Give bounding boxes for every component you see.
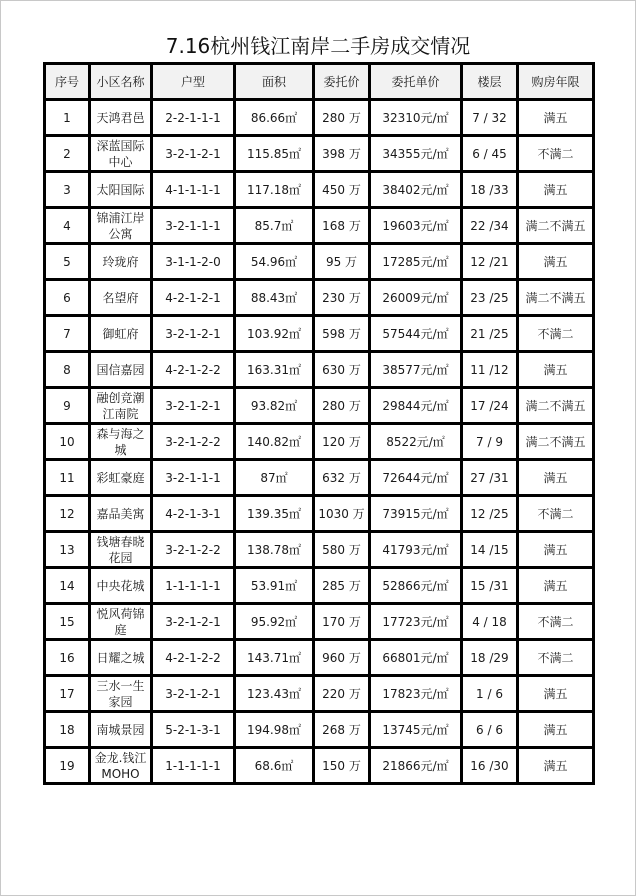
cell-floor: 18 /33 (462, 172, 518, 208)
cell-price: 630 万 (314, 352, 370, 388)
cell-years: 不满二 (518, 136, 594, 172)
cell-years: 满二不满五 (518, 208, 594, 244)
transactions-table (43, 62, 595, 785)
table-row (45, 568, 594, 604)
table-row (45, 712, 594, 748)
cell-layout: 3-2-1-2-1 (152, 676, 235, 712)
cell-name: 森与海之城 (90, 424, 152, 460)
table-row (45, 388, 594, 424)
header-floor: 楼层 (462, 64, 518, 100)
cell-years: 满二不满五 (518, 388, 594, 424)
cell-price: 170 万 (314, 604, 370, 640)
cell-unit-price: 17723元/㎡ (370, 604, 462, 640)
cell-name: 南城景园 (90, 712, 152, 748)
cell-unit-price: 41793元/㎡ (370, 532, 462, 568)
cell-unit-price: 13745元/㎡ (370, 712, 462, 748)
cell-years: 不满二 (518, 316, 594, 352)
cell-area: 117.18㎡ (235, 172, 314, 208)
cell-unit-price: 66801元/㎡ (370, 640, 462, 676)
cell-price: 150 万 (314, 748, 370, 784)
cell-years: 满五 (518, 460, 594, 496)
cell-layout: 3-2-1-2-2 (152, 424, 235, 460)
cell-no: 5 (45, 244, 90, 280)
cell-floor: 15 /31 (462, 568, 518, 604)
cell-name: 融创竞潮江南院 (90, 388, 152, 424)
cell-name: 锦浦江岸公寓 (90, 208, 152, 244)
cell-layout: 4-2-1-2-2 (152, 352, 235, 388)
cell-floor: 6 / 45 (462, 136, 518, 172)
cell-floor: 7 / 32 (462, 100, 518, 136)
cell-no: 15 (45, 604, 90, 640)
cell-name: 金龙.钱江MOHO (90, 748, 152, 784)
cell-years: 满五 (518, 244, 594, 280)
cell-price: 230 万 (314, 280, 370, 316)
cell-floor: 7 / 9 (462, 424, 518, 460)
cell-name: 嘉品美寓 (90, 496, 152, 532)
cell-layout: 3-2-1-2-1 (152, 388, 235, 424)
cell-price: 285 万 (314, 568, 370, 604)
cell-name: 名望府 (90, 280, 152, 316)
cell-no: 12 (45, 496, 90, 532)
cell-price: 95 万 (314, 244, 370, 280)
cell-area: 115.85㎡ (235, 136, 314, 172)
header-years: 购房年限 (518, 64, 594, 100)
cell-unit-price: 34355元/㎡ (370, 136, 462, 172)
cell-price: 580 万 (314, 532, 370, 568)
cell-price: 220 万 (314, 676, 370, 712)
cell-floor: 4 / 18 (462, 604, 518, 640)
cell-layout: 3-2-1-1-1 (152, 208, 235, 244)
cell-unit-price: 32310元/㎡ (370, 100, 462, 136)
cell-area: 143.71㎡ (235, 640, 314, 676)
cell-layout: 2-2-1-1-1 (152, 100, 235, 136)
cell-years: 满二不满五 (518, 280, 594, 316)
header-name: 小区名称 (90, 64, 152, 100)
cell-name: 太阳国际 (90, 172, 152, 208)
cell-years: 满五 (518, 172, 594, 208)
cell-price: 450 万 (314, 172, 370, 208)
table-row (45, 352, 594, 388)
cell-price: 960 万 (314, 640, 370, 676)
cell-years: 不满二 (518, 496, 594, 532)
cell-unit-price: 57544元/㎡ (370, 316, 462, 352)
cell-floor: 12 /25 (462, 496, 518, 532)
table-row (45, 172, 594, 208)
cell-unit-price: 19603元/㎡ (370, 208, 462, 244)
cell-no: 11 (45, 460, 90, 496)
cell-unit-price: 72644元/㎡ (370, 460, 462, 496)
cell-layout: 1-1-1-1-1 (152, 748, 235, 784)
cell-years: 不满二 (518, 604, 594, 640)
cell-name: 钱塘春晓花园 (90, 532, 152, 568)
cell-floor: 11 /12 (462, 352, 518, 388)
cell-unit-price: 26009元/㎡ (370, 280, 462, 316)
table-row (45, 244, 594, 280)
page-title: 7.16杭州钱江南岸二手房成交情况 (165, 34, 471, 58)
cell-unit-price: 17285元/㎡ (370, 244, 462, 280)
cell-layout: 3-2-1-2-2 (152, 532, 235, 568)
header-unit-price: 委托单价 (370, 64, 462, 100)
cell-name: 御虹府 (90, 316, 152, 352)
cell-no: 13 (45, 532, 90, 568)
cell-area: 103.92㎡ (235, 316, 314, 352)
table-row (45, 424, 594, 460)
cell-layout: 3-2-1-2-1 (152, 604, 235, 640)
cell-floor: 22 /34 (462, 208, 518, 244)
cell-area: 194.98㎡ (235, 712, 314, 748)
cell-no: 3 (45, 172, 90, 208)
table-body (45, 100, 594, 784)
cell-name: 日耀之城 (90, 640, 152, 676)
cell-name: 玲珑府 (90, 244, 152, 280)
cell-floor: 14 /15 (462, 532, 518, 568)
cell-name: 中央花城 (90, 568, 152, 604)
cell-unit-price: 8522元/㎡ (370, 424, 462, 460)
cell-price: 632 万 (314, 460, 370, 496)
cell-unit-price: 38402元/㎡ (370, 172, 462, 208)
cell-layout: 3-2-1-2-1 (152, 316, 235, 352)
cell-name: 彩虹豪庭 (90, 460, 152, 496)
cell-name: 天鸿君邑 (90, 100, 152, 136)
cell-floor: 17 /24 (462, 388, 518, 424)
table-row (45, 100, 594, 136)
cell-area: 163.31㎡ (235, 352, 314, 388)
cell-no: 1 (45, 100, 90, 136)
table-row (45, 136, 594, 172)
cell-unit-price: 21866元/㎡ (370, 748, 462, 784)
cell-price: 280 万 (314, 100, 370, 136)
cell-years: 满五 (518, 748, 594, 784)
cell-layout: 5-2-1-3-1 (152, 712, 235, 748)
cell-unit-price: 52866元/㎡ (370, 568, 462, 604)
cell-unit-price: 29844元/㎡ (370, 388, 462, 424)
cell-area: 123.43㎡ (235, 676, 314, 712)
cell-no: 2 (45, 136, 90, 172)
table-row (45, 496, 594, 532)
cell-layout: 4-2-1-2-1 (152, 280, 235, 316)
header-row (45, 64, 594, 100)
cell-floor: 21 /25 (462, 316, 518, 352)
cell-area: 86.66㎡ (235, 100, 314, 136)
cell-floor: 1 / 6 (462, 676, 518, 712)
table-row (45, 604, 594, 640)
table-row (45, 316, 594, 352)
cell-layout: 4-2-1-3-1 (152, 496, 235, 532)
cell-years: 满五 (518, 676, 594, 712)
cell-area: 54.96㎡ (235, 244, 314, 280)
cell-layout: 3-2-1-2-1 (152, 136, 235, 172)
cell-years: 满五 (518, 352, 594, 388)
header-no: 序号 (45, 64, 90, 100)
cell-area: 138.78㎡ (235, 532, 314, 568)
table-row (45, 280, 594, 316)
cell-name: 深蓝国际中心 (90, 136, 152, 172)
cell-years: 满五 (518, 712, 594, 748)
table-row (45, 640, 594, 676)
cell-no: 8 (45, 352, 90, 388)
cell-price: 168 万 (314, 208, 370, 244)
cell-unit-price: 38577元/㎡ (370, 352, 462, 388)
cell-no: 14 (45, 568, 90, 604)
cell-no: 10 (45, 424, 90, 460)
cell-layout: 3-2-1-1-1 (152, 460, 235, 496)
cell-years: 满五 (518, 568, 594, 604)
table-row (45, 676, 594, 712)
cell-price: 280 万 (314, 388, 370, 424)
cell-unit-price: 73915元/㎡ (370, 496, 462, 532)
cell-area: 53.91㎡ (235, 568, 314, 604)
header-layout: 户型 (152, 64, 235, 100)
cell-area: 95.92㎡ (235, 604, 314, 640)
cell-price: 398 万 (314, 136, 370, 172)
cell-area: 88.43㎡ (235, 280, 314, 316)
cell-area: 85.7㎡ (235, 208, 314, 244)
table-row (45, 532, 594, 568)
cell-layout: 4-2-1-2-2 (152, 640, 235, 676)
cell-area: 140.82㎡ (235, 424, 314, 460)
cell-floor: 27 /31 (462, 460, 518, 496)
cell-no: 9 (45, 388, 90, 424)
cell-name: 悦风荷锦庭 (90, 604, 152, 640)
cell-layout: 3-1-1-2-0 (152, 244, 235, 280)
cell-area: 68.6㎡ (235, 748, 314, 784)
cell-price: 598 万 (314, 316, 370, 352)
cell-name: 国信嘉园 (90, 352, 152, 388)
cell-floor: 16 /30 (462, 748, 518, 784)
cell-layout: 4-1-1-1-1 (152, 172, 235, 208)
cell-area: 93.82㎡ (235, 388, 314, 424)
cell-no: 16 (45, 640, 90, 676)
table-row (45, 460, 594, 496)
cell-price: 1030 万 (314, 496, 370, 532)
cell-unit-price: 17823元/㎡ (370, 676, 462, 712)
cell-floor: 12 /21 (462, 244, 518, 280)
cell-no: 7 (45, 316, 90, 352)
table-row (45, 748, 594, 784)
cell-area: 87㎡ (235, 460, 314, 496)
cell-name: 三水一生家园 (90, 676, 152, 712)
cell-floor: 6 / 6 (462, 712, 518, 748)
cell-price: 120 万 (314, 424, 370, 460)
cell-years: 不满二 (518, 640, 594, 676)
cell-layout: 1-1-1-1-1 (152, 568, 235, 604)
cell-years: 满五 (518, 532, 594, 568)
cell-floor: 23 /25 (462, 280, 518, 316)
cell-no: 6 (45, 280, 90, 316)
cell-no: 17 (45, 676, 90, 712)
cell-floor: 18 /29 (462, 640, 518, 676)
cell-years: 满二不满五 (518, 424, 594, 460)
cell-area: 139.35㎡ (235, 496, 314, 532)
cell-years: 满五 (518, 100, 594, 136)
cell-no: 18 (45, 712, 90, 748)
cell-no: 19 (45, 748, 90, 784)
header-area: 面积 (235, 64, 314, 100)
cell-no: 4 (45, 208, 90, 244)
table-row (45, 208, 594, 244)
header-price: 委托价 (314, 64, 370, 100)
cell-price: 268 万 (314, 712, 370, 748)
